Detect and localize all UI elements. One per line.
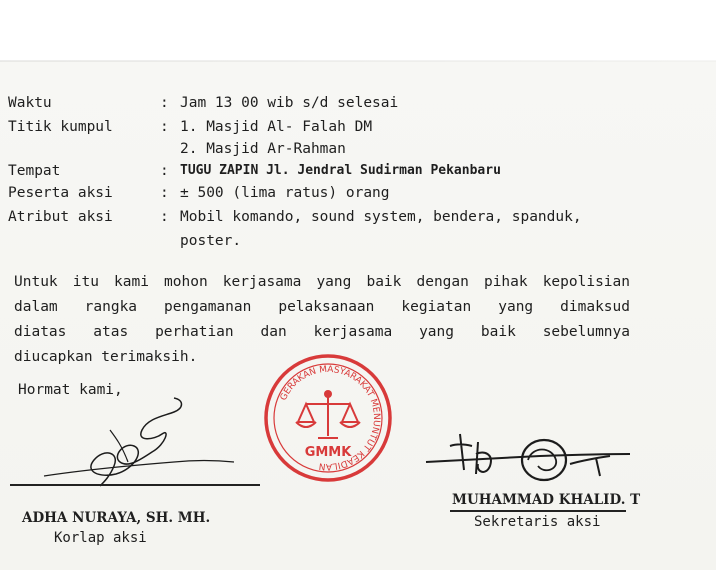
detail-label: Peserta aksi xyxy=(8,185,113,201)
detail-label: Atribut aksi xyxy=(8,209,113,225)
detail-value: Jam 13 00 wib s/d selesai xyxy=(180,95,399,111)
paragraph-line: diucapkan terimaksih. xyxy=(14,349,198,365)
paragraph-line: diatas atas perhatian dan kerjasama yang baik sebelumnya xyxy=(14,324,630,340)
paragraph-line: dalam rangka pengamanan pelaksanaan kegiatan yang dimaksud xyxy=(14,299,630,315)
right-signature xyxy=(420,424,640,494)
detail-value: 1. Masjid Al- Falah DM xyxy=(180,119,373,135)
right-signature-line xyxy=(450,510,626,512)
left-signatory-name: ADHA NURAYA, SH. MH. xyxy=(22,510,211,526)
detail-value: Mobil komando, sound system, bendera, spanduk, xyxy=(180,209,582,225)
detail-value: 2. Masjid Ar-Rahman xyxy=(180,141,346,157)
scales-icon xyxy=(296,394,360,438)
right-signatory-role: Sekretaris aksi xyxy=(474,514,601,530)
detail-label: Titik kumpul xyxy=(8,119,113,135)
organization-stamp xyxy=(262,352,394,484)
detail-value: poster. xyxy=(180,233,242,249)
left-signature-line xyxy=(10,484,260,486)
detail-colon: : xyxy=(160,209,169,225)
detail-colon: : xyxy=(160,185,169,201)
closing-salutation: Hormat kami, xyxy=(18,382,123,398)
detail-colon: : xyxy=(160,163,169,179)
paragraph-line: Untuk itu kami mohon kerjasama yang baik dengan pihak kepolisian xyxy=(14,274,630,290)
detail-label: Waktu xyxy=(8,95,52,111)
stamp-abbreviation: GMMK xyxy=(304,445,352,460)
detail-label: Tempat xyxy=(8,163,61,179)
detail-value: ± 500 (lima ratus) orang xyxy=(180,185,390,201)
left-signatory-role: Korlap aksi xyxy=(54,530,147,546)
detail-colon: : xyxy=(160,95,169,111)
stamp-ring-text: GERAKAN MASYARAKAT MENUNTUT KEADILAN xyxy=(278,364,382,472)
left-signature xyxy=(24,390,254,490)
paper-edge xyxy=(0,60,716,62)
detail-value: TUGU ZAPIN Jl. Jendral Sudirman Pekanbaru xyxy=(180,163,501,178)
right-signatory-name: MUHAMMAD KHALID. T xyxy=(452,492,641,508)
detail-colon: : xyxy=(160,119,169,135)
